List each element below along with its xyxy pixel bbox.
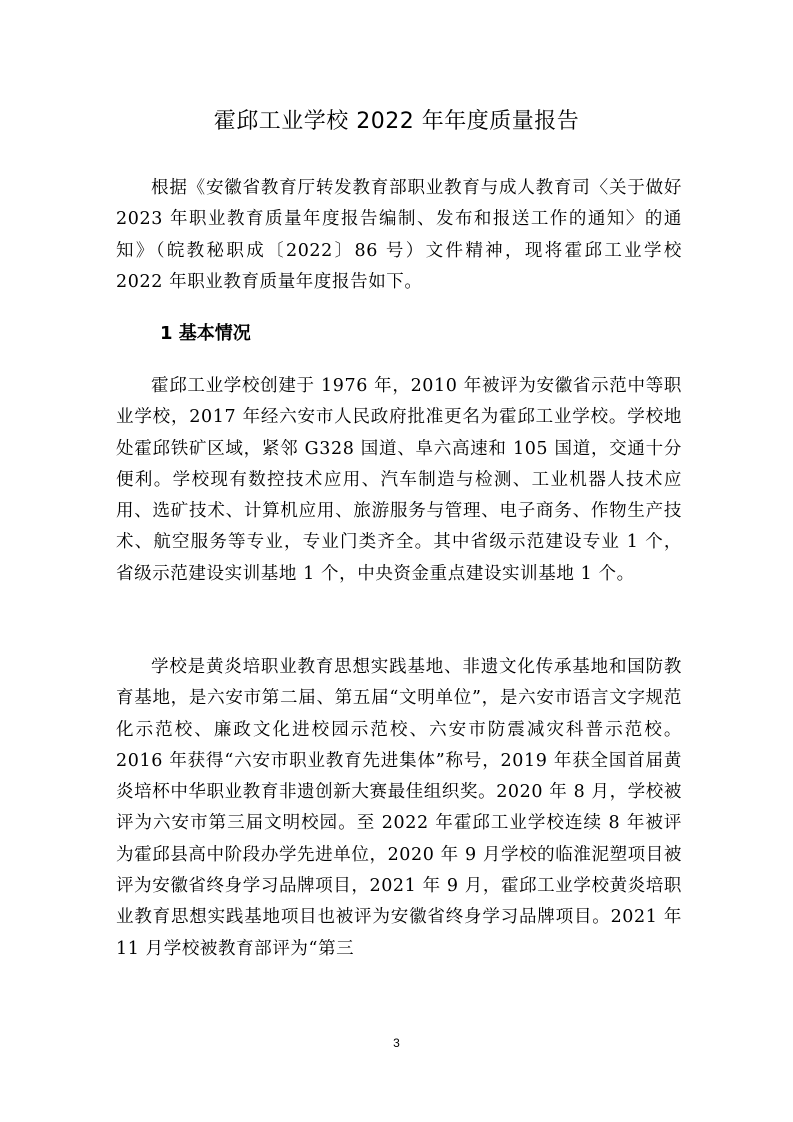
intro-paragraph: 根据《安徽省教育厅转发教育部职业教育与成人教育司〈关于做好 2023 年职业教育质量年度报告编制、发布和报送工作的通知〉的通知》（皖教秘职成〔2022〕86 号）文件精神，现将霍邱工业学校 2022 年职业教育质量年度报告如下。 [116, 178, 682, 292]
body-paragraph-1: 霍邱工业学校创建于 1976 年，2010 年被评为安徽省示范中等职业学校，2017 年经六安市人民政府批准更名为霍邱工业学校。学校地处霍邱铁矿区域，紧邻 G328 国道、阜六高速和 105 国道，交通十分便利。学校现有数控技术应用、汽车制造与检测、工业机器人技术应用、选矿技术、计算机应用、旅游服务与管理、电子商务、作物生产技术、航空服务等专业，专业门类齐全。其中省级示范建设专业 1 个，省级示范建设实训基地 1 个，中央资金重点建设实训基地 1 个。 [116, 376, 682, 584]
page-number: 3 [393, 1036, 400, 1050]
section-heading: 1 基本情况 [160, 323, 251, 344]
document-title: 霍邱工业学校 2022 年年度质量报告 [213, 109, 580, 134]
body-paragraph-2: 学校是黄炎培职业教育思想实践基地、非遗文化传承基地和国防教育基地，是六安市第二届、第五届“文明单位”，是六安市语言文字规范化示范校、廉政文化进校园示范校、六安市防震减灾科普示范校。2016 年获得“六安市职业教育先进集体”称号，2019 年获全国首届黄炎培杯中华职业教育非遗创新大赛最佳组织奖。2020 年 8 月，学校被评为六安市第三届文明校园。至 2022 年霍邱工业学校连续 8 年被评为霍邱县高中阶段办学先进单位，2020 年 9 月学校的临淮泥塑项目被评为安徽省终身学习品牌项目，2021 年 9 月，霍邱工业学校黄炎培职业教育思想实践基地项目也被评为安徽省终身学习品牌项目。2021 年 11 月学校被教育部评为“第三 [116, 657, 682, 959]
